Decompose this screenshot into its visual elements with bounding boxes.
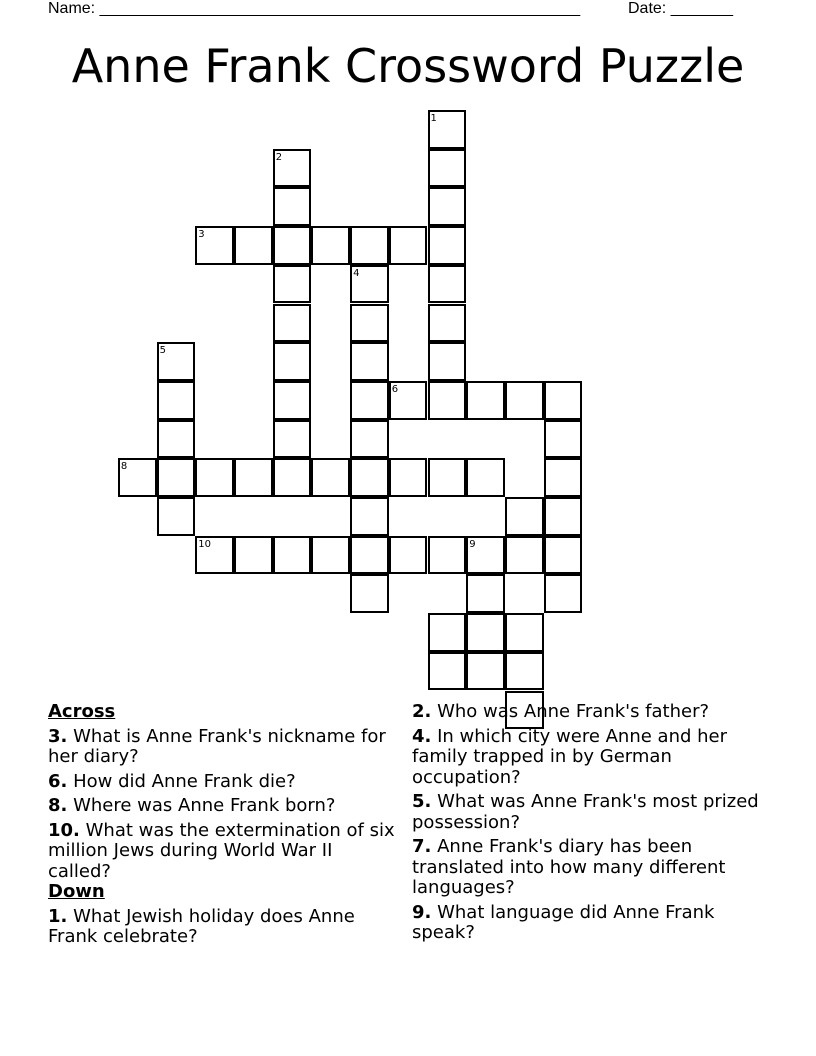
grid-cell[interactable]: [544, 420, 583, 459]
clues-left-column: [48, 702, 398, 952]
clue-down-1: [48, 907, 398, 948]
grid-cell[interactable]: [273, 187, 312, 226]
clue-number-label: 3: [198, 229, 205, 241]
grid-cell[interactable]: [234, 458, 273, 497]
grid-cell[interactable]: [505, 536, 544, 575]
clue-number-label: 5: [159, 345, 166, 357]
grid-cell[interactable]: [466, 652, 505, 691]
grid-cell[interactable]: [273, 304, 312, 343]
grid-cell[interactable]: [544, 458, 583, 497]
clue-number-label: 2: [275, 151, 283, 163]
grid-cell[interactable]: [544, 574, 583, 613]
clue-down-4: [412, 727, 762, 789]
grid-cell[interactable]: [311, 536, 350, 575]
grid-cell[interactable]: [195, 458, 234, 497]
grid-cell[interactable]: [389, 381, 428, 420]
grid-cell[interactable]: [505, 652, 544, 691]
grid-cell[interactable]: [350, 381, 389, 420]
grid-cell[interactable]: [466, 574, 505, 613]
clue-number: 3.: [48, 725, 68, 747]
grid-cell[interactable]: [273, 265, 312, 304]
clue-text: Where was Anne Frank born?: [67, 795, 336, 816]
grid-cell[interactable]: [544, 497, 583, 536]
grid-cell[interactable]: [505, 381, 544, 420]
grid-cell[interactable]: [350, 265, 389, 304]
clue-down-5: [412, 792, 762, 833]
grid-cell[interactable]: [350, 458, 389, 497]
grid-cell[interactable]: [428, 304, 467, 343]
grid-cell[interactable]: [428, 226, 467, 265]
grid-cell[interactable]: [273, 420, 312, 459]
grid-cell[interactable]: [350, 536, 389, 575]
grid-cell[interactable]: [273, 381, 312, 420]
grid-cell[interactable]: [350, 226, 389, 265]
grid-cell[interactable]: [350, 342, 389, 381]
clue-number: 4.: [412, 725, 432, 747]
clue-number-label: 8: [120, 461, 128, 473]
clue-number-label: 1: [430, 113, 437, 124]
clue-text: How did Anne Frank die?: [67, 770, 296, 792]
grid-cell[interactable]: [273, 536, 312, 575]
grid-cell[interactable]: [195, 226, 234, 265]
grid-cell[interactable]: [350, 304, 389, 343]
clue-text: In which city were Anne and her family trapped in by German occupation?: [412, 725, 728, 788]
grid-cell[interactable]: [466, 381, 505, 420]
clue-number-label: 4: [353, 267, 360, 279]
name-field-label: Name: ______________________________________________________: [48, 0, 581, 17]
grid-cell[interactable]: [505, 613, 544, 652]
clue-number-label: 6: [391, 383, 399, 395]
grid-cell[interactable]: [466, 458, 505, 497]
clue-number: 10.: [48, 819, 80, 841]
clue-number: 1.: [48, 905, 68, 927]
clue-number: 2.: [412, 701, 432, 722]
grid-cell[interactable]: [273, 342, 312, 381]
grid-cell[interactable]: [428, 265, 467, 304]
clue-text: What language did Anne Frank speak?: [412, 901, 715, 943]
clue-number-label: 9: [469, 538, 476, 550]
grid-cell[interactable]: [234, 536, 273, 575]
clue-text: What was the extermination of six million Jews during World War II called?: [48, 819, 395, 882]
grid-cell[interactable]: [350, 497, 389, 536]
grid-cell[interactable]: [428, 613, 467, 652]
clue-number-label: 10: [198, 538, 212, 550]
grid-cell[interactable]: [273, 149, 312, 188]
across-heading: Across: [48, 701, 116, 722]
grid-cell[interactable]: [466, 536, 505, 575]
clue-across-3: [48, 727, 398, 768]
clue-across-6: [48, 772, 398, 793]
grid-cell[interactable]: [389, 226, 428, 265]
clue-down-2: [412, 702, 762, 723]
grid-cell[interactable]: [311, 226, 350, 265]
clue-number: 7.: [412, 836, 432, 857]
grid-cell[interactable]: [428, 381, 467, 420]
grid-cell[interactable]: [428, 458, 467, 497]
grid-cell[interactable]: [544, 536, 583, 575]
grid-cell[interactable]: [157, 342, 196, 381]
clue-across-10: [48, 821, 398, 883]
grid-cell[interactable]: [273, 458, 312, 497]
grid-cell[interactable]: [428, 652, 467, 691]
clue-text: Anne Frank's diary has been translated into how many different languages?: [412, 836, 726, 898]
clue-number: 6.: [48, 770, 68, 792]
clue-text: What is Anne Frank's nickname for her diary?: [48, 725, 386, 767]
grid-cell[interactable]: [350, 420, 389, 459]
grid-cell[interactable]: [157, 381, 196, 420]
grid-cell[interactable]: [157, 497, 196, 536]
clue-down-9: [412, 903, 762, 944]
clue-number: 8.: [48, 795, 68, 816]
grid-cell[interactable]: [195, 536, 234, 575]
grid-cell[interactable]: [544, 381, 583, 420]
grid-cell[interactable]: [389, 458, 428, 497]
grid-cell[interactable]: [505, 497, 544, 536]
clues-right-column: [412, 702, 762, 948]
grid-cell[interactable]: [466, 613, 505, 652]
down-heading: Down: [48, 881, 105, 902]
clue-text: Who was Anne Frank's father?: [431, 701, 710, 722]
clue-number: 9.: [412, 901, 432, 923]
grid-cell[interactable]: [428, 187, 467, 226]
grid-cell[interactable]: [428, 536, 467, 575]
grid-cell[interactable]: [157, 458, 196, 497]
grid-cell[interactable]: [157, 420, 196, 459]
grid-cell[interactable]: [311, 458, 350, 497]
grid-cell[interactable]: [273, 226, 312, 265]
grid-cell[interactable]: [234, 226, 273, 265]
clue-text: What was Anne Frank's most prized possession?: [412, 791, 759, 833]
date-field-label: Date: _______: [628, 0, 733, 17]
grid-cell[interactable]: [350, 574, 389, 613]
grid-cell[interactable]: [118, 458, 157, 497]
clue-down-7: [412, 837, 762, 899]
clue-text: What Jewish holiday does Anne Frank celebrate?: [48, 905, 355, 947]
grid-cell[interactable]: [389, 536, 428, 575]
clue-across-8: [48, 796, 398, 817]
grid-cell[interactable]: [428, 342, 467, 381]
grid-cell[interactable]: [428, 110, 467, 149]
clue-number: 5.: [412, 791, 432, 812]
page-title: Anne Frank Crossword Puzzle: [71, 39, 745, 93]
grid-cell[interactable]: [428, 149, 467, 188]
